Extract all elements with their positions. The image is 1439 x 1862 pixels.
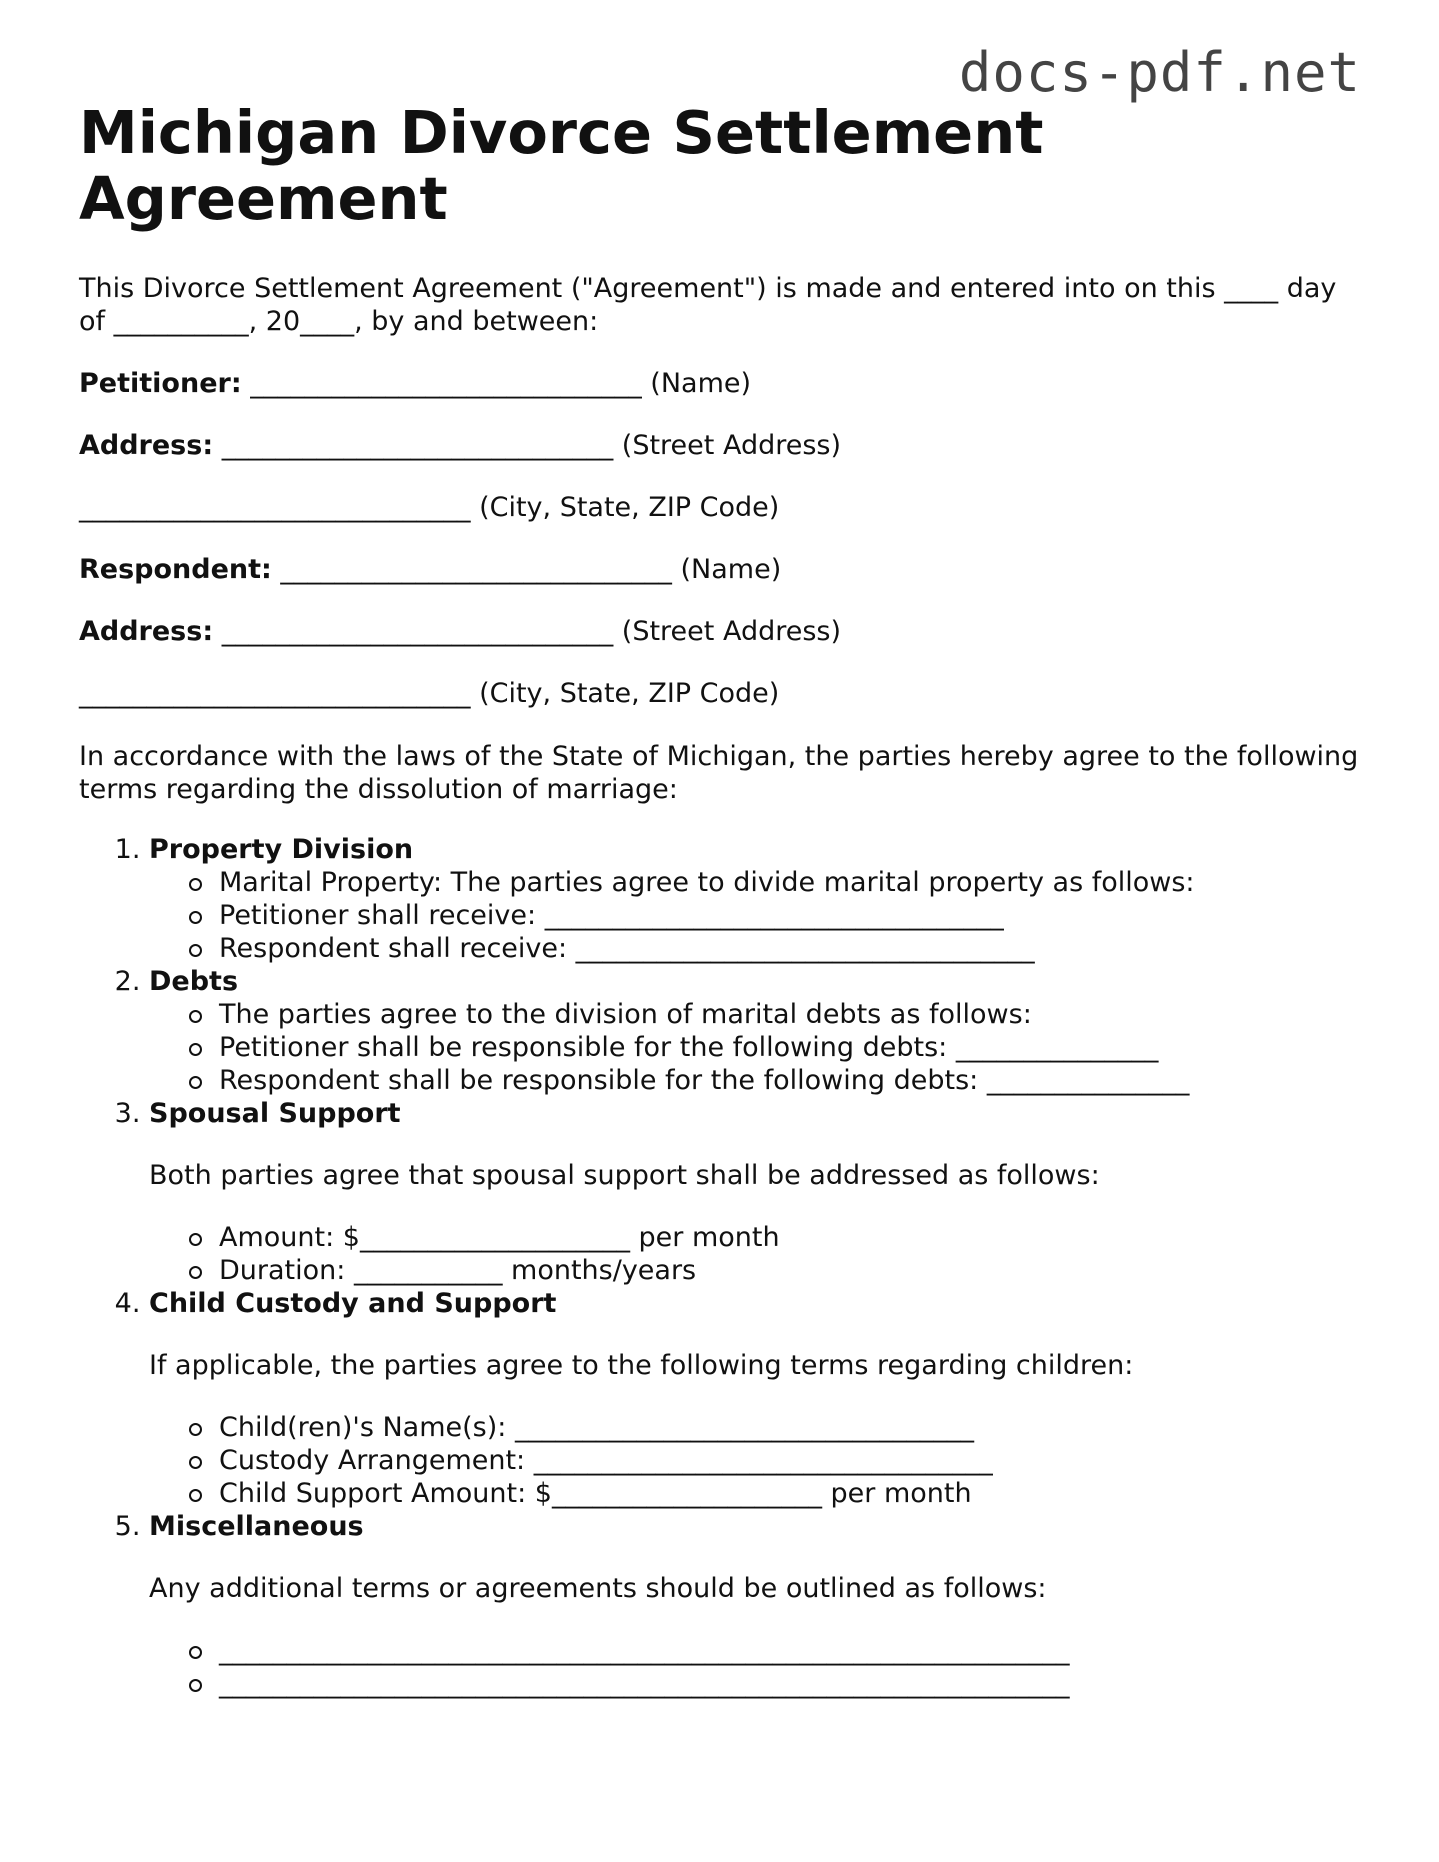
section-title: Debts bbox=[149, 966, 239, 997]
list-item[interactable]: Respondent shall be responsible for the following debts: _______________ bbox=[219, 1064, 1369, 1097]
list-item[interactable]: Amount: $____________________ per month bbox=[219, 1221, 1369, 1254]
section-items bbox=[149, 998, 1369, 1097]
respondent-label: Respondent: bbox=[79, 554, 272, 585]
section-text: Both parties agree that spousal support shall be addressed as follows: bbox=[149, 1160, 1100, 1191]
list-item[interactable]: Petitioner shall be responsible for the following debts: _______________ bbox=[219, 1031, 1369, 1064]
list-item[interactable]: _______________________________________________________________ bbox=[219, 1667, 1369, 1700]
list-item[interactable]: Duration: ___________ months/years bbox=[219, 1254, 1369, 1287]
section-title: Child Custody and Support bbox=[149, 1288, 557, 1319]
section-spousal-support bbox=[149, 1097, 1369, 1287]
petitioner-city-field[interactable] bbox=[79, 491, 1369, 524]
list-item: Marital Property: The parties agree to divide marital property as follows: bbox=[219, 866, 1369, 899]
list-item[interactable]: Petitioner shall receive: __________________________________ bbox=[219, 899, 1369, 932]
section-title: Spousal Support bbox=[149, 1098, 401, 1129]
section-property-division bbox=[149, 833, 1369, 965]
intro-paragraph: This Divorce Settlement Agreement ("Agreement") is made and entered into on this ____ day of __________, 20____, by and between: bbox=[79, 273, 1337, 337]
terms-list bbox=[79, 833, 1369, 1700]
respondent-city-line: _____________________________ (City, State, ZIP Code) bbox=[79, 678, 780, 709]
respondent-address-label: Address: bbox=[79, 616, 214, 647]
section-items bbox=[149, 1634, 1369, 1700]
list-item[interactable]: Child Support Amount: $____________________ per month bbox=[219, 1477, 1369, 1510]
section-miscellaneous bbox=[149, 1510, 1369, 1700]
list-item[interactable]: Child(ren)'s Name(s): __________________________________ bbox=[219, 1411, 1369, 1444]
section-child-custody bbox=[149, 1287, 1369, 1510]
list-item[interactable]: Custody Arrangement: __________________________________ bbox=[219, 1444, 1369, 1477]
section-items bbox=[149, 1221, 1369, 1287]
respondent-address-field[interactable] bbox=[79, 615, 1369, 648]
section-text: Any additional terms or agreements should be outlined as follows: bbox=[149, 1573, 1047, 1604]
document-title: Michigan Divorce Settlement Agreement bbox=[79, 98, 1044, 233]
section-items bbox=[149, 1411, 1369, 1510]
respondent-name-line: _____________________________ (Name) bbox=[271, 554, 782, 585]
list-item[interactable]: Respondent shall receive: __________________________________ bbox=[219, 932, 1369, 965]
petitioner-name-field[interactable] bbox=[79, 367, 1369, 400]
respondent-city-field[interactable] bbox=[79, 677, 1369, 710]
respondent-address-line: _____________________________ (Street Address) bbox=[213, 616, 842, 647]
petitioner-address-label: Address: bbox=[79, 430, 214, 461]
accordance-paragraph: In accordance with the laws of the State of Michigan, the parties hereby agree to the following terms regarding the dissolution of marriage: bbox=[79, 741, 1359, 805]
section-title: Miscellaneous bbox=[149, 1511, 364, 1542]
petitioner-city-line: _____________________________ (City, State, ZIP Code) bbox=[79, 492, 780, 523]
respondent-name-field[interactable] bbox=[79, 553, 1369, 586]
watermark: docs-pdf.net bbox=[958, 41, 1361, 104]
petitioner-label: Petitioner: bbox=[79, 368, 242, 399]
list-item[interactable]: _______________________________________________________________ bbox=[219, 1634, 1369, 1667]
list-item: The parties agree to the division of marital debts as follows: bbox=[219, 998, 1369, 1031]
section-title: Property Division bbox=[149, 834, 414, 865]
section-items bbox=[149, 866, 1369, 965]
petitioner-address-field[interactable] bbox=[79, 429, 1369, 462]
document-page bbox=[79, 100, 1369, 1700]
section-debts bbox=[149, 965, 1369, 1097]
petitioner-name-line: _____________________________ (Name) bbox=[241, 368, 752, 399]
petitioner-address-line: _____________________________ (Street Address) bbox=[213, 430, 842, 461]
section-text: If applicable, the parties agree to the following terms regarding children: bbox=[149, 1350, 1134, 1381]
